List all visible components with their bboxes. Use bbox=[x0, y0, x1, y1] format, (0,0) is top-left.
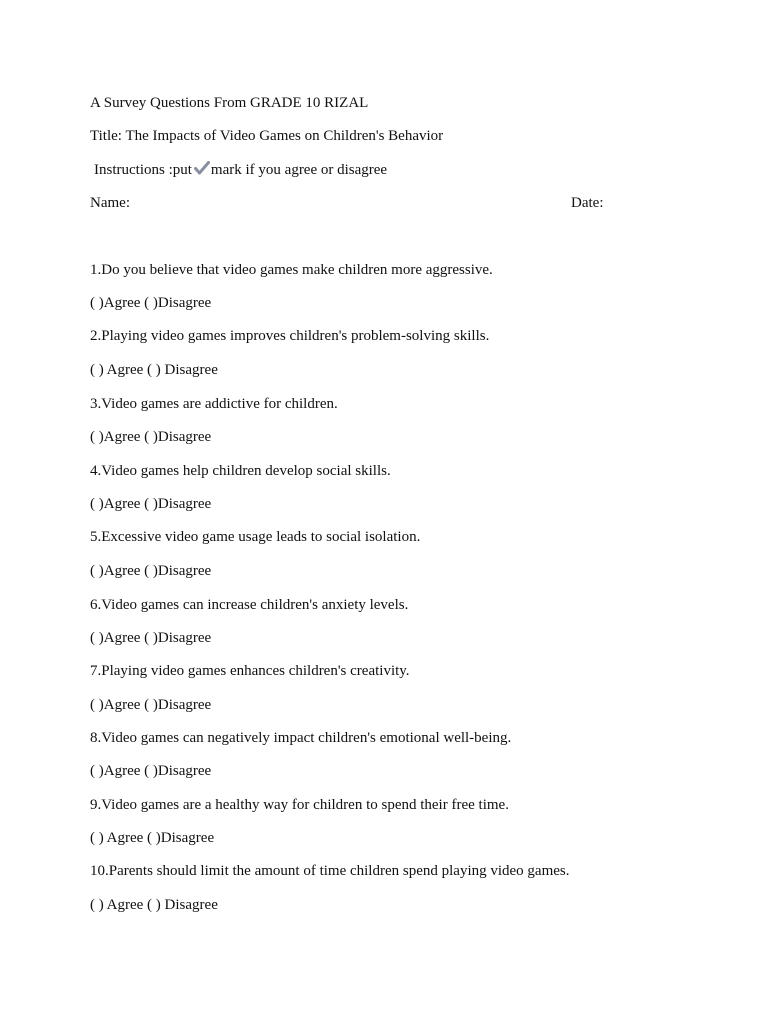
date-label: Date: bbox=[571, 195, 604, 211]
answer-options-2: ( ) Agree ( ) Disagree bbox=[90, 362, 218, 378]
answer-options-7: ( )Agree ( )Disagree bbox=[90, 697, 212, 713]
question-8: 8.Video games can negatively impact children's emotional well-being. bbox=[90, 730, 512, 746]
answer-options-9: ( ) Agree ( )Disagree bbox=[90, 830, 215, 846]
question-3: 3.Video games are addictive for children. bbox=[90, 396, 338, 412]
instructions-line bbox=[94, 161, 387, 179]
answer-options-1: ( )Agree ( )Disagree bbox=[90, 295, 212, 311]
answer-options-4: ( )Agree ( )Disagree bbox=[90, 496, 212, 512]
question-10: 10.Parents should limit the amount of time children spend playing video games. bbox=[90, 863, 570, 879]
survey-title: Title: The Impacts of Video Games on Children's Behavior bbox=[90, 128, 444, 144]
answer-options-6: ( )Agree ( )Disagree bbox=[90, 630, 212, 646]
instructions-text-before: Instructions :put bbox=[94, 162, 192, 178]
question-1: 1.Do you believe that video games make children more aggressive. bbox=[90, 262, 493, 278]
answer-options-3: ( )Agree ( )Disagree bbox=[90, 429, 212, 445]
question-5: 5.Excessive video game usage leads to social isolation. bbox=[90, 529, 421, 545]
question-4: 4.Video games help children develop social skills. bbox=[90, 463, 391, 479]
checkmark-icon bbox=[194, 161, 210, 175]
question-6: 6.Video games can increase children's anxiety levels. bbox=[90, 597, 409, 613]
survey-source-line: A Survey Questions From GRADE 10 RIZAL bbox=[90, 95, 369, 111]
answer-options-8: ( )Agree ( )Disagree bbox=[90, 763, 212, 779]
answer-options-10: ( ) Agree ( ) Disagree bbox=[90, 897, 218, 913]
question-2: 2.Playing video games improves children's problem-solving skills. bbox=[90, 328, 490, 344]
name-label: Name: bbox=[90, 195, 130, 211]
question-9: 9.Video games are a healthy way for children to spend their free time. bbox=[90, 797, 509, 813]
question-7: 7.Playing video games enhances children's creativity. bbox=[90, 663, 410, 679]
instructions-text-after: mark if you agree or disagree bbox=[210, 162, 388, 178]
answer-options-5: ( )Agree ( )Disagree bbox=[90, 563, 212, 579]
